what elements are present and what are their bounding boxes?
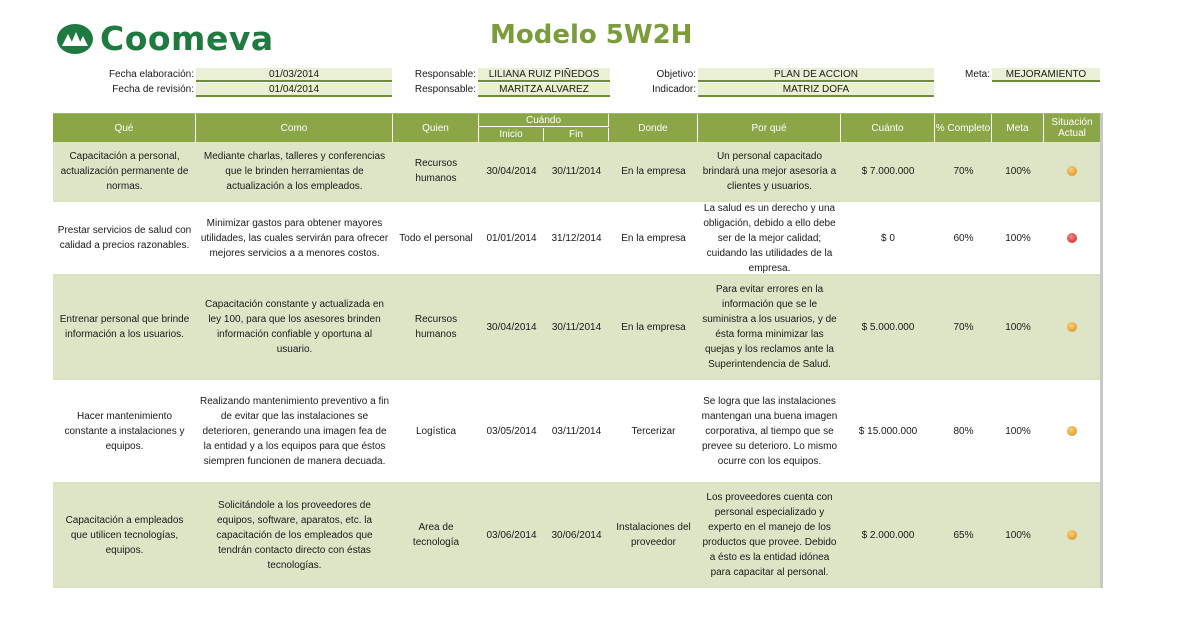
cell-porque: Para evitar errores en la información que se le suministra a los usuarios, y de ésta forma minimizar las quejas y los reclamos ante la Superintendencia de Salud. — [702, 284, 837, 370]
meta-value: MEJORAMIENTO — [992, 68, 1100, 82]
cell-como: Solicitándole a los proveedores de equipos, software, aparatos, etc. la capacitación de los empleados que tendrán contacto directo con éstas tecnologías. — [216, 499, 373, 571]
cell-meta: 100% — [1005, 232, 1031, 244]
plan-table — [53, 113, 1100, 588]
cell-meta: 100% — [1005, 425, 1031, 437]
cell-meta: 100% — [1005, 165, 1031, 177]
cell-completo: 60% — [953, 232, 974, 244]
table-row — [53, 276, 1100, 380]
cell-fin: 03/11/2014 — [551, 425, 602, 437]
page-title: Modelo 5W2H — [490, 20, 693, 50]
status-warning-icon — [1067, 426, 1077, 436]
meta-label: Meta: — [964, 69, 990, 80]
header-porque: Por qué — [698, 114, 841, 142]
indicador-value: MATRIZ DOFA — [698, 83, 934, 97]
indicador-label: Indicador: — [652, 84, 696, 95]
status-warning-icon — [1067, 530, 1077, 540]
header-cuanto: Cuánto — [841, 114, 935, 142]
status-warning-icon — [1067, 166, 1077, 176]
cell-donde: Instalaciones del proveedor — [616, 522, 691, 548]
cell-situacion — [1044, 202, 1100, 274]
brand-name: Coomeva — [100, 19, 274, 58]
cell-quien: Recursos humanos — [414, 158, 458, 184]
cell-como: Realizando mantenimiento preventivo a fin de evitar que las instalaciones se deterioren, generando una imagen fea de la entidad y a los equipos para que éstos siempren funcionen de manera decuada. — [200, 395, 389, 467]
cell-meta: 100% — [1005, 529, 1031, 541]
cell-completo: 70% — [953, 321, 974, 333]
cell-como: Minimizar gastos para obtener mayores utilidades, las cuales servirán para ofrecer mejores servicios a a menores costos. — [200, 217, 389, 259]
cell-que: Prestar servicios de salud con calidad a precios razonables. — [57, 225, 192, 251]
cell-completo: 80% — [953, 425, 974, 437]
coomeva-logo-icon — [56, 23, 94, 55]
cell-inicio: 30/04/2014 — [486, 321, 537, 333]
responsable1-label: Responsable: — [414, 69, 476, 80]
table-row — [53, 142, 1100, 202]
status-warning-icon — [1067, 322, 1077, 332]
table-row — [53, 202, 1100, 276]
cell-quien: Todo el personal — [399, 232, 473, 244]
cell-que: Entrenar personal que brinde información a los usuarios. — [59, 314, 190, 340]
cell-completo: 70% — [953, 165, 974, 177]
cell-donde: En la empresa — [621, 321, 686, 333]
table-header — [53, 114, 1100, 142]
cell-quien: Logística — [415, 425, 457, 437]
cell-inicio: 03/05/2014 — [486, 425, 537, 437]
responsable2-label: Responsable: — [414, 84, 476, 95]
cell-cuanto: $ 0 — [881, 232, 895, 244]
table-shadow — [1100, 113, 1103, 588]
cell-quien: Recursos humanos — [414, 314, 458, 340]
cell-situacion — [1044, 380, 1100, 482]
cell-donde: En la empresa — [621, 232, 686, 244]
cell-situacion — [1044, 484, 1100, 586]
cell-porque: Los proveedores cuenta con personal especializado y experto en el manejo de los productos que provee. Debido a ésto es la entidad idónea para capacitar al personal. — [702, 492, 837, 578]
header-cuando: Cuándo — [479, 114, 609, 127]
cell-que: Capacitación a empleados que utilicen tecnologías, equipos. — [65, 514, 184, 556]
responsable2-value: MARITZA ALVAREZ — [478, 83, 610, 97]
fecha-revision-label: Fecha de revisión: — [112, 84, 194, 95]
cell-completo: 65% — [953, 529, 974, 541]
cell-porque: Un personal capacitado brindará una mejor asesoría a clientes y usuarios. — [702, 150, 837, 192]
cell-que: Capacitación a personal, actualización permanente de normas. — [60, 150, 189, 192]
cell-porque: Se logra que las instalaciones mantengan una buena imagen corporativa, al tiempo que se prevee su deterioro. Lo mismo ocurre con los equipos. — [701, 395, 838, 467]
header-que: Qué — [53, 114, 196, 142]
cell-situacion — [1044, 142, 1100, 200]
objetivo-value: PLAN DE ACCION — [698, 68, 934, 82]
cell-porque: La salud es un derecho y una obligación, debido a ello debe ser de la mejor calidad; cuidando las utilidades de la empresa. — [703, 202, 836, 274]
cell-inicio: 01/01/2014 — [486, 232, 537, 244]
fecha-elaboracion-label: Fecha elaboración: — [108, 69, 194, 80]
header-donde: Donde — [609, 114, 698, 142]
cell-cuanto: $ 7.000.000 — [861, 165, 915, 177]
header-meta: Meta — [992, 114, 1044, 142]
company-logo — [56, 19, 274, 58]
table-row — [53, 380, 1100, 484]
cell-como: Mediante charlas, talleres y conferencias que le brinden herramientas de actualización a los empleados. — [203, 150, 386, 192]
fecha-revision-value: 01/04/2014 — [196, 83, 392, 97]
cell-cuanto: $ 5.000.000 — [861, 321, 915, 333]
cell-fin: 30/11/2014 — [551, 165, 602, 177]
header-completo: % Completo — [935, 114, 992, 142]
cell-cuanto: $ 15.000.000 — [858, 425, 918, 437]
cell-situacion — [1044, 276, 1100, 378]
status-critical-icon — [1067, 233, 1077, 243]
cell-como: Capacitación constante y actualizada en ley 100, para que los asesores brinden información confiable y oportuna al usuario. — [204, 299, 384, 355]
header-inicio: Inicio — [479, 128, 544, 141]
cell-inicio: 30/04/2014 — [486, 165, 537, 177]
cell-donde: En la empresa — [621, 165, 686, 177]
header-como: Como — [196, 114, 393, 142]
cell-fin: 30/06/2014 — [551, 529, 602, 541]
cell-inicio: 03/06/2014 — [486, 529, 537, 541]
cell-meta: 100% — [1005, 321, 1031, 333]
objetivo-label: Objetivo: — [656, 69, 696, 80]
header-fin: Fin — [544, 128, 609, 141]
header-situacion: Situación Actual — [1051, 117, 1093, 139]
cell-cuanto: $ 2.000.000 — [861, 529, 915, 541]
cell-quien: Area de tecnología — [412, 522, 460, 548]
header-quien: Quien — [393, 114, 479, 142]
table-row — [53, 484, 1100, 588]
fecha-elaboracion-value: 01/03/2014 — [196, 68, 392, 82]
cell-fin: 31/12/2014 — [551, 232, 602, 244]
cell-fin: 30/11/2014 — [551, 321, 602, 333]
cell-donde: Tercerizar — [631, 425, 676, 437]
cell-que: Hacer mantenimiento constante a instalaciones y equipos. — [64, 410, 185, 452]
responsable1-value: LILIANA RUIZ PIÑEDOS — [478, 68, 610, 82]
